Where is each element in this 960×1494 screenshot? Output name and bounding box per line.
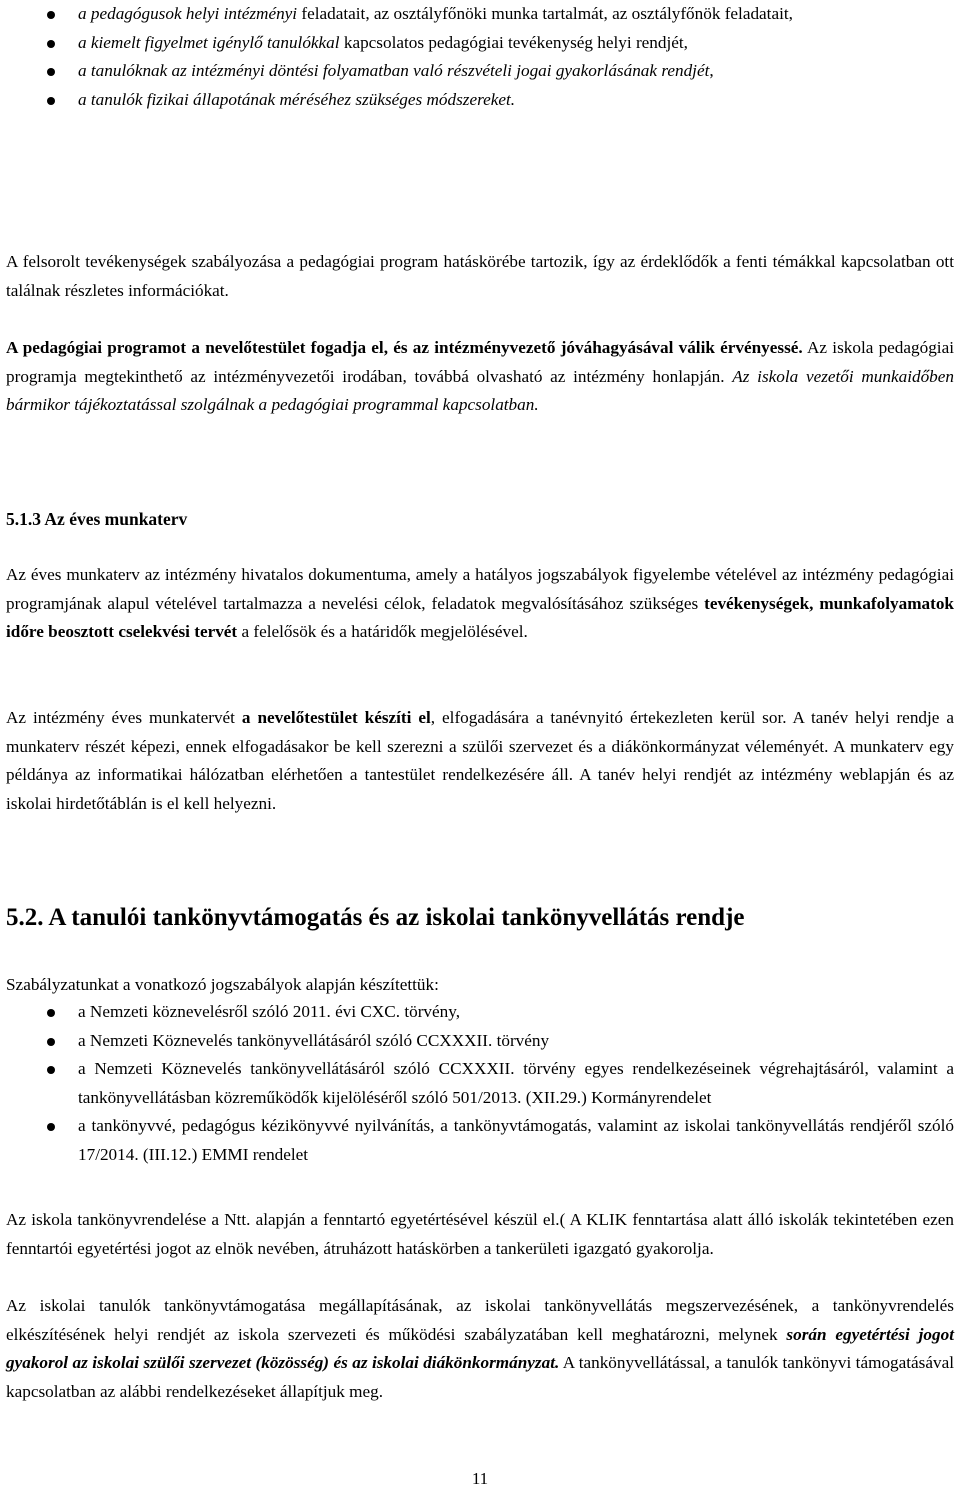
law-bullet-list <box>6 998 954 1170</box>
section-heading-5-1-3: 5.1.3 Az éves munkaterv <box>6 509 188 529</box>
list-item: a Nemzeti Köznevelés tankönyvellátásáról szóló CCXXXII. törvény <box>6 1027 954 1056</box>
page-number: 11 <box>471 1469 489 1488</box>
list-item: a pedagógusok helyi intézményi feladatait, az osztályfőnöki munka tartalmát, az osztályfőnök feladatait, <box>6 0 954 29</box>
bullet-icon <box>47 1038 55 1046</box>
bullet-icon <box>47 68 55 76</box>
section-heading-5-2: 5.2. A tanulói tankönyvtámogatás és az iskolai tankönyvellátás rendje <box>6 904 745 931</box>
top-bullet-list <box>6 0 954 114</box>
bullet-icon <box>47 11 55 19</box>
list-item: a tankönyvvé, pedagógus kézikönyvvé nyilvánítás, a tankönyvtámogatás, valamint az iskolai tankönyvellátás rendjéről szóló 17/2014. (III.12.) EMMI rendelet <box>6 1112 954 1169</box>
paragraph-work-plan: Az éves munkaterv az intézmény hivatalos dokumentuma, amely a hatályos jogszabályok figyelembe vételével az intézmény pedagógiai programjának alapul vételével tartalmazza a nevelési célok, feladatok megvalósításához szükséges tevékenységek, munkafolyamatok időre beosztott cselekvési tervét a felelősök és a határidők megjelölésével. <box>6 565 954 642</box>
paragraph-textbook-support: Az iskolai tanulók tankönyvtámogatása megállapításának, az iskolai tankönyvellátás megszervezésének, a tankönyvrendelés elkészítésének helyi rendjét az iskola szervezeti és működési szabályzatában kell meghatározni, melynek során egyetértési jogot gyakorol az iskolai szülői szervezet (közösség) és az iskolai diákönkormányzat. A tankönyvellátással, a tanulók tankönyvi támogatásával kapcsolatban az alábbi rendelkezéseket állapítjuk meg. <box>6 1296 954 1401</box>
list-item: a kiemelt figyelmet igénylő tanulókkal kapcsolatos pedagógiai tevékenység helyi rendjét, <box>6 29 954 58</box>
bullet-icon <box>47 1066 55 1074</box>
list-item: a tanulóknak az intézményi döntési folyamatban való részvételi jogai gyakorlásának rendjét, <box>6 57 954 86</box>
paragraph-textbook-ordering: Az iskola tankönyvrendelése a Ntt. alapján a fenntartó egyetértésével készül el.( A KLIK fenntartása alatt álló iskolák tekintetében ezen fenntartói egyetértési jogot az elnök nevében, átruházott hatáskörben a tankerületi igazgató gyakorolja. <box>6 1210 954 1258</box>
list-item: a Nemzeti köznevelésről szóló 2011. évi CXC. törvény, <box>6 998 954 1027</box>
paragraph-regulation-intro: Szabályzatunkat a vonatkozó jogszabályok alapján készítettük: <box>6 975 439 994</box>
list-item: a Nemzeti Köznevelés tankönyvellátásáról szóló CCXXXII. törvény egyes rendelkezéseinek végrehajtásáról, valamint a tankönyvellátásban közreműködők kijelöléséről szóló 501/2013. (XII.29.) Kormányrendelet <box>6 1055 954 1112</box>
bullet-icon <box>47 40 55 48</box>
paragraph-work-plan-approval: Az intézmény éves munkatervét a nevelőtestület készíti el, elfogadására a tanévnyitó értekezleten kerül sor. A tanév helyi rendje a munkaterv részét képezi, ennek elfogadásakor be kell szerezni a szülői szervezet és a diákönkormányzat véleményét. A munkaterv egy példánya az informatikai hálózatban elérhetően a tantestület rendelkezésére áll. A tanév helyi rendjét az intézmény weblapján és az iskolai hirdetőtáblán is el kell helyezni. <box>6 708 954 813</box>
paragraph-program-approval: A pedagógiai programot a nevelőtestület fogadja el, és az intézményvezető jóváhagyásával válik érvényessé. Az iskola pedagógiai programja megtekinthető az intézményvezetői irodában, továbbá olvasható az intézmény honlapján. Az iskola vezetői munkaidőben bármikor tájékoztatással szolgálnak a pedagógiai programmal kapcsolatban. <box>6 338 954 415</box>
list-item: a tanulók fizikai állapotának méréséhez szükséges módszereket. <box>6 86 954 115</box>
bullet-icon <box>47 1123 55 1131</box>
bullet-icon <box>47 97 55 105</box>
bullet-icon <box>47 1009 55 1017</box>
paragraph-program-scope: A felsorolt tevékenységek szabályozása a pedagógiai program hatáskörébe tartozik, így az érdeklődők a fenti témákkal kapcsolatban ott találnak részletes információkat. <box>6 252 954 300</box>
